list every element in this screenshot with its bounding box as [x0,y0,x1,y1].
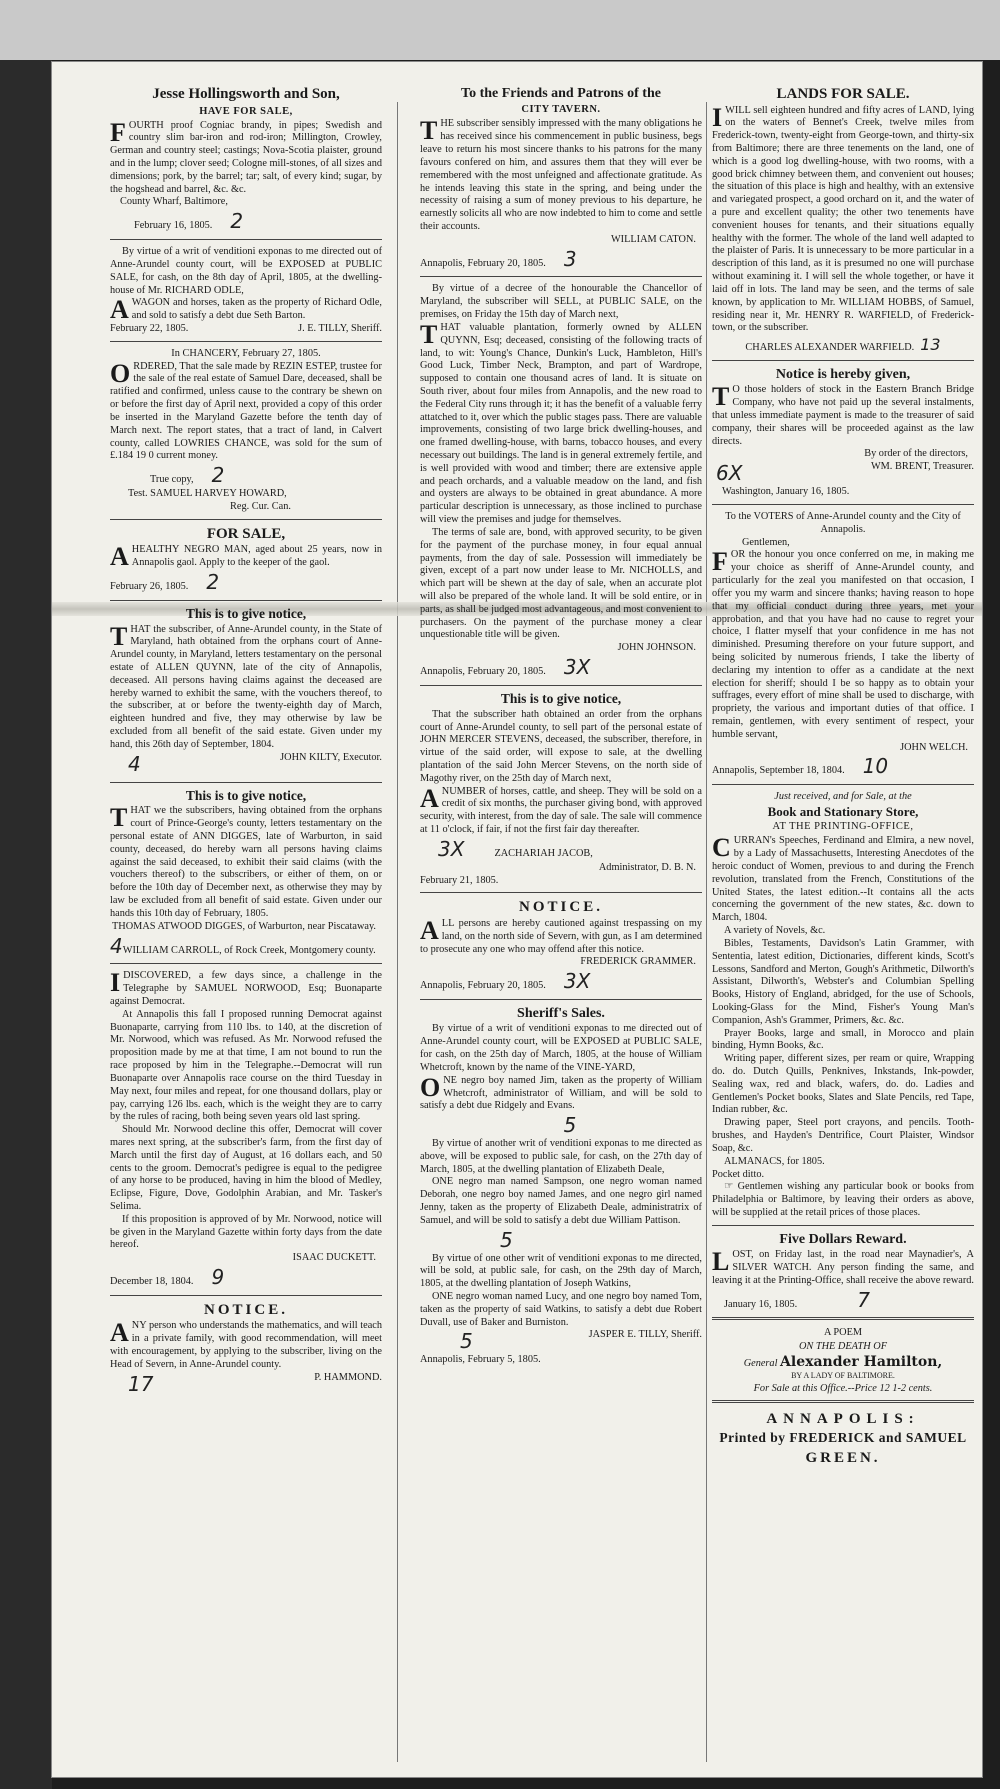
ad-signature: J. E. TILLY, Sheriff. [298,323,382,335]
divider [110,519,382,520]
divider [712,784,974,785]
divider [110,239,382,240]
handwritten-mark: 3X [438,836,465,861]
ad-signature: ISAAC DUCKETT. [292,1252,376,1264]
column-3 [712,84,974,1468]
column-2 [420,84,702,1372]
ad-body: ORDERED, That the sale made by REZIN ESTEP, trustee for the sale of the real estate of Samuel Dare, deceased, shall be ratified and confirmed, unless cause to the contrary be shewn on or before the first day of April next, provided a copy of this order be inserted in the Maryland Gazette before the tenth day of March next. The report states, that a tract of land, in Calvert county, called LOWRIES CHANCE, was sold for the sum of £.184 19 0 current money. [110,358,382,462]
ad-body-4: ONE negro man named Sampson, one negro woman named Deborah, one negro boy named James, and one negro girl named Jenny, taken as the property of Elizabeth Deale, administratrix of Samuel, and will be sold to satisfy a debt due William Pattison. [420,1176,702,1226]
ad-date: February 16, 1805. [134,220,213,232]
ad-signature: JOHN WELCH. [900,741,968,753]
handwritten-mark: 4 [128,751,141,776]
ad-body: LOST, on Friday last, in the road near Maynadier's, A SILVER WATCH. Any person finding the same, and leaving it at the Printing-Office, shall receive the above reward. [712,1247,974,1286]
ad-signature-2: Administrator, D. B. N. [598,861,696,873]
ad-body-6: Drawing paper, Steel port crayons, and pencils. Tooth-brushes, and Hayden's Dentrifice, Court Plaister, Windsor Soap, &c. [712,1117,974,1154]
ad-intro: Just received, and for Sale, at the [774,791,912,803]
poem-line: General [743,1358,778,1370]
ad-body: THE subscriber sensibly impressed with the many obligations he has received since his commencement in public business, begs leave to return his most sincere thanks to his patrons for the many favours confered on him, and assures them that they will ever be remembered with the most unfeigned and affectionate gratitude. As he intends leaving this state in the spring, and being under the necessity of raising a sum of money previous to his departure, he earnestly solicits all who are now indebted to him to come and settle their accounts. [420,116,702,232]
poem-line: ON THE DEATH OF [798,1340,887,1352]
ad-hollingsworth [110,86,382,234]
ad-sheriff-sales [420,1006,702,1367]
ad-signature-2: WILLIAM CARROLL, of Rock Creek, Montgomery county. [122,944,376,956]
ad-body-3: Should Mr. Norwood decline this offer, Democrat will cover mares next spring, at the subscriber's farm, from the first day of March until the first day of August, at 16 dollars each, and 50 cents to the groom. Democrat's pedigree is equal to the pedigree of any horse to be produced, having in him the blood of Medley, Eclipse, Figure, Dove, Godolphin Arabian, and Mr. Tasker's Selima. [110,1124,382,1213]
handwritten-mark: 3X [563,655,591,680]
divider [110,1295,382,1296]
ad-subtitle: HAVE FOR SALE, [199,105,293,117]
ad-tilly-sale [110,246,382,336]
ad-body-8: Pocket ditto. [712,1168,765,1180]
ad-body-9: Gentlemen wishing any particular book or books from Philadelphia or Baltimore, by leaving their orders as above, will be supplied at the retail prices of those places. [712,1181,974,1218]
ad-title: FOR SALE, [206,525,286,542]
ad-body: TO those holders of stock in the Eastern Branch Bridge Company, who have not paid up the several instalments, that unless immediate payment is made to the treasurer of said company, their shares will be proceeded against as the law directs. [712,382,974,447]
ad-date: January 16, 1805. [724,1298,798,1310]
handwritten-mark: 4 [110,933,123,958]
ad-title: To the Friends and Patrons of the [461,86,661,101]
column-rule [706,102,707,1762]
ad-body-3: Bibles, Testaments, Davidson's Latin Grammer, with Sententia, latest edition, Dictionaries, different kinds, Scott's Lessons, Sandford and Merton, Gough's Arithmetic, Dilworth's Assistant, Dilworth's, Webster's and Columbian Spelling Books, History of England, abridged, for the use of Schools, Looking-Glass for the Mind, Fisher's Young Man's Companion, Ash's Grammer, Primers, &c. &c. [712,937,974,1026]
ad-register: Reg. Cur. Can. [230,500,291,512]
ad-signature: JOHN KILTY, Executor. [280,751,382,763]
pointing-hand-icon: ☞ [724,1181,738,1193]
ad-signature: WM. BRENT, Treasurer. [870,461,974,473]
ad-notice-kilty [110,607,382,777]
ad-title: Notice is hereby given, [775,367,911,383]
ad-body-3: The terms of sale are, bond, with approved security, to be given for the payment of the purchase money, in four equal annual payments, from the day of sale. Possession will immediately be given, except of a part now under lease to Mr. NICHOLLS, and which part will be shewn at the day of sale, when an accurate plot will also be prepared of the whole land. It will be sold entire, or in parts, as shall be judged most advantageous, and most convenient to purchasers. On the payment of the purchase money a clear unquestionable title will be given. [420,526,702,641]
ad-body-6: ONE negro woman named Lucy, and one negro boy named Tom, taken as the property of said Watkins, to satisfy a debt due Robert Duvall, use of Baker and Burniston. [420,1291,702,1328]
divider [712,1400,974,1403]
handwritten-mark: 9 [211,1265,225,1290]
ad-title: Book and Stationary Store, [767,804,919,820]
ad-title: Five Dollars Reward. [779,1231,907,1247]
divider [420,276,702,277]
poem-line: BY A LADY OF BALTIMORE. [791,1371,895,1381]
ad-body: By virtue of a writ of venditioni exponas to me directed out of Anne-Arundel county court, will be EXPOSED at PUBLIC SALE, for cash, on the 8th day of April, 1805, at the dwelling-house of Mr. RICHARD ODLE, [110,246,382,296]
column-1 [110,84,382,1402]
divider [712,360,974,361]
ad-date: February 21, 1805. [420,874,499,886]
scanner-background-top [0,0,1000,60]
ad-subtitle: CITY TAVERN. [521,104,601,116]
ad-signature: WILLIAM CATON. [610,233,696,245]
imprint-line: GREEN. [805,1449,881,1466]
ad-signature: JASPER E. TILLY, Sheriff. [588,1329,702,1341]
divider [110,341,382,342]
ad-caton [420,86,702,271]
ad-body: ANY person who understands the mathematics, and will teach in a private family, with good recommendation, will meet with encouragement, by applying to the subscriber, living on the Head of Severn, in Anne-Arundel county. [110,1318,382,1370]
ad-body-3: By virtue of another writ of venditioni exponas to me directed as above, will be exposed to public sale, for cash, on the 27th day of March, 1805, at the dwelling plantation of Elizabeth Deale, [420,1138,702,1175]
ad-date: Washington, January 16, 1805. [722,486,850,498]
handwritten-mark: 3 [563,246,577,271]
ad-title: NOTICE. [204,1301,288,1318]
ad-date: Annapolis, February 20, 1805. [420,666,546,678]
ad-body: FOURTH proof Cogniac brandy, in pipes; Swedish and country slim bar-iron and rod-iron; Millington, Crowley, German and country steel; castings; Nova-Scotia plaister, ground and in the lump; clover seed; Cologne mill-stones, of all sizes and dimensions; pork, by the barrel; tar; salt, of every kind; sugar, by the hogshead and barrel, &c. &c. [110,117,382,195]
ad-title: Sheriff's Sales. [517,1006,605,1022]
handwritten-mark: 6X [716,461,743,486]
divider [110,963,382,964]
ad-body-5: Writing paper, different sizes, per ream or quire, Wrapping do. do. Dutch Quills, Penknives, Inkstands, Ink-powder, Sealing wax, red and black, wafers, do. do. Ladies and Gentlemen's Pocket books, Slates and Slate Pencils, red Tape, Indian rubber, &c. [712,1053,974,1116]
newspaper-page [52,62,982,1777]
handwritten-mark: 5 [460,1329,473,1354]
ad-title: NOTICE. [519,899,603,916]
imprint [712,1409,974,1468]
ad-title: This is to give notice, [185,787,307,803]
ad-order: By order of the directors, [864,448,968,460]
handwritten-mark: 2 [206,569,220,594]
ad-title: This is to give notice, [500,690,622,706]
ad-duckett [110,970,382,1290]
ad-lands [712,86,974,355]
ad-signature: THOMAS ATWOOD DIGGES, of Warburton, near Piscataway. [112,920,376,932]
column-rule [397,102,398,1762]
imprint-line: ANNAPOLIS: [766,1411,920,1428]
scanner-background-left [0,60,52,1789]
ad-body-2: ONE negro boy named Jim, taken as the property of William Whetcroft, administrator of William, and will be sold to satisfy a debt due Ridgely and Evans. [420,1072,702,1112]
ad-date: Annapolis, February 5, 1805. [420,1354,541,1366]
ad-body: THAT we the subscribers, having obtained from the orphans court of Prince-George's county, letters testamentary on the personal estate of ANN DIGGES, late of Warburton, in said county, deceased, do hereby warn all persons having claims against the said deceased, to exhibit their said claims (with the vouchers thereof) to the subscribers, or either of them, on or before the 10th day of December next, as otherwise they may by law be excluded from all benefit of said estate. Given under our hands this 10th day of February, 1805. [110,803,382,919]
handwritten-mark: 5 [563,1113,577,1138]
ad-subtitle: AT THE PRINTING-OFFICE, [772,821,914,833]
ad-body-2: At Annapolis this fall I proposed running Democrat against Buonaparte, carrying from 110 lbs. to 140, at the discretion of Mr. Norwood, which was refused. As Mr. Norwood refused the proposition made by me at that time, I am not bound to run the race proposed by him in the Telegraphe.--Democrat will run Buonaparte over Annapolis race course on the third Tuesday in May next, four miles and repeat, for one thousand dollars, play or pay, carrying 126 lbs. each, which is the weight they are to carry by the rules of racing, both being seven years old last spring. [110,1008,382,1123]
divider [110,782,382,783]
poem-line: For Sale at this Office.--Price 12 1-2 cents. [753,1382,933,1394]
ad-poem [712,1326,974,1395]
divider [110,600,382,601]
ad-heading: In CHANCERY, February 27, 1805. [171,347,321,359]
divider [420,685,702,686]
ad-body: IDISCOVERED, a few days since, a challenge in the Telegraphe by SAMUEL NORWOOD, Esq; Buonaparte against Democrat. [110,968,382,1008]
ad-salutation: Gentlemen, [742,536,790,548]
divider [420,999,702,1000]
divider [712,1317,974,1320]
ad-body: That the subscriber hath obtained an order from the orphans court of Anne-Arundel county, to sell part of the personal estate of JOHN MERCER STEVENS, deceased, the subscriber, therefore, in virtue of the said order, will expose to sale, at the dwelling plantation of the said John Mercer Stevens, on the north side of Magothy river, on the 25th day of March next, [420,708,702,784]
ad-johnson [420,283,702,679]
ad-date: Annapolis, February 20, 1805. [420,980,546,992]
ad-signature: JOHN JOHNSON. [617,642,696,654]
divider [712,1225,974,1226]
handwritten-mark: 17 [128,1371,154,1396]
ad-place: County Wharf, Baltimore, [120,196,228,208]
ad-body-2: AWAGON and horses, taken as the property of Richard Odle, and sold to satisfy a debt due Seth Barton. [110,295,382,325]
ad-body: IWILL sell eighteen hundred and fifty acres of LAND, lying on the waters of Bennet's Creek, twelve miles from Frederick-town, twenty-eight from George-town, and thirty-six from Baltimore; there are three tenements on the land, one of which is a good log dwelling-house, with two rooms, with a good brick chimney between them, and convenient out houses; the situation of this place is high and healthy, with an extensive and variegated prospect, a good orchard on it, and the water of a pure and excellent quality; the other two tenements have convenient houses for tenants, and their situations equally healthy with the former. The whole of the land well adapted to the plaister of Paris. It is unnecessary to be more particular in a description of this land, as it is presumed no one will purchase without examining it. I will sell the whole together, or have it laid off in lots. The land may be seen, and the terms of sale known, by application to Mr. WILLIAM HOBBS, of Samuel, residing near it, Mr. HENRY R. WARFIELD, of Frederick-town, or the subscriber. [712,102,974,334]
ad-body: FOR the honour you once conferred on me, in making me your choice as sheriff of Anne-Arundel county, and particularly for the zeal you manifested on that occasion, I offer you my warm and sincere thanks; having reason to hope that my official conduct during three years, met your approbation, and that you have had no cause to regret your choice, I flatter myself that your confidence in me has not diminished. Presuming therefore on your future support, and being solicited by numerous friends, I take the liberty of declaring my intention to offer as a candidate at the next election for sheriff; should I be so happy as to obtain your suffrages, every effort of mine shall be used to discharge, with propriety, the various and important duties of that office. I remain, gentlemen, with every sentiment of respect, your humble servant, [712,547,974,740]
ad-body-4: If this proposition is approved of by Mr. Norwood, notice will be given in the Maryland Gazette within forty days from the date hereof. [110,1213,382,1251]
ad-heading: To the VOTERS of Anne-Arundel county and the City of Annapolis. [725,511,961,535]
ad-body: ALL persons are hereby cautioned against trespassing on my land, on the north side of Severn, with gun, as I am determined to prosecute any one who may offend after this notice. [420,915,702,955]
ad-body: By virtue of a decree of the honourable the Chancellor of Maryland, the subscriber will SELL, at PUBLIC SALE, on the premises, on Friday the 15th day of March next, [420,283,702,321]
ad-signature: P. HAMMOND. [314,1371,382,1383]
divider [712,504,974,505]
ad-test: Test. SAMUEL HARVEY HOWARD, [128,488,287,500]
ad-date: Annapolis, September 18, 1804. [712,765,845,777]
ad-body-2: THAT valuable plantation, formerly owned by ALLEN QUYNN, Esq; deceased, consisting of the following tracts of land, to wit: Young's Chance, Dunkin's Luck, Hambleton, Hill's Good Luck, Timber Neck, Brampton, and part of Wardrope, supposed to contain one thousand acres of land. It is situate on South river, about four miles from Annapolis, and the new road to the Federal City runs through it; it has the benefit of a valuable ferry attatched to it, over which the public stages pass. There are valuable improvements, consisting of two large brick dwelling-houses, and one framed dwelling-house, with barns, tobacco houses, and every necessary out buildings. The land is in general extremely fertile, and is well provided with wood and timber; there are extensive apple and peach orchards, and a valuable meadow on the land, and fish and oysters are always to be obtained in great abundance. A more particular description is unnecessary, as those inclined to purchase will view the premises and judge for themselves. [420,319,702,526]
ad-welch [712,511,974,779]
ad-date: February 26, 1805. [110,580,189,592]
poem-name: Alexander Hamilton, [780,1354,943,1371]
ad-title: This is to give notice, [185,605,307,621]
ad-brent [712,367,974,499]
ad-body: THAT the subscriber, of Anne-Arundel county, in the State of Maryland, hath obtained from the orphans court of Anne-Arundel county, in Maryland, letters testamentary on the personal estate of ALLEN QUYNN, late of the city of Annapolis, deceased. All persons having claims against the deceased are hereby warned to exhibit the same, with the vouchers thereof, to the subscriber, at or before the twenty-eighth day of March, eighteen hundred and five, they may otherwise by law be excluded from all benefit of the said estate. Given under my hand, this 26th day of September, 1804. [110,621,382,750]
ad-chancery [110,348,382,514]
handwritten-mark: 13 [920,335,941,355]
handwritten-mark: 2 [211,463,225,488]
imprint-line: Printed by FREDERICK and SAMUEL [719,1430,967,1446]
ad-body-7: ALMANACS, for 1805. [724,1155,825,1167]
ad-title: Jesse Hollingsworth and Son, [152,86,340,102]
ad-body-4: Prayer Books, large and small, in Morocco and plain binding, Hymn Books, &c. [712,1027,974,1052]
ad-notice-digges [110,789,382,959]
ad-date: Annapolis, February 20, 1805. [420,257,546,269]
ad-body-2: A variety of Novels, &c. [724,925,826,937]
ad-body-2: ANUMBER of horses, cattle, and sheep. They will be sold on a credit of six months, the purchaser giving bond, with approved security, with interest, from the day of sale. The sale will commence at 11 o'clock, if fair, if not the first fair day thereafter. [420,783,702,836]
ad-signature: CHARLES ALEXANDER WARFIELD. [745,342,915,354]
ad-body: By virtue of a writ of venditioni exponas to me directed out of Anne-Arundel county court, will be EXPOSED at PUBLIC SALE, for cash, on the 25th day of March, 1805, at the house of William Whetcroft, known by the name of the VINE-YARD, [420,1023,702,1073]
divider [420,892,702,893]
ad-signature: ZACHARIAH JACOB, [494,847,593,859]
ad-body: CURRAN's Speeches, Ferdinand and Elmira, a new novel, by a Lady of Massachusetts, Interesting Anecdotes of the heroic conduct of Women, previous to and during the French revolution, translated from the French, Constitutions of the United States, the latest edition.--It contains all the acts concerning the government of the new states, &c. down to March, 1804. [712,833,974,924]
ad-for-sale [110,526,382,595]
handwritten-mark: 2 [230,209,244,234]
ad-jacob [420,692,702,887]
ad-grammer [420,899,702,994]
ad-signature: FREDERICK GRAMMER. [580,956,696,968]
ad-title: LANDS FOR SALE. [776,86,910,102]
ad-copy: True copy, [150,474,194,486]
handwritten-mark: 5 [500,1227,513,1252]
handwritten-mark: 7 [857,1287,870,1312]
poem-line: A POEM [823,1327,863,1339]
ad-date: December 18, 1804. [110,1276,194,1288]
handwritten-mark: 10 [862,754,889,779]
ad-date: February 22, 1805. [110,323,189,335]
ad-body: AHEALTHY NEGRO MAN, aged about 25 years, now in Annapolis gaol. Apply to the keeper of the gaol. [110,542,382,572]
ad-books [712,791,974,1219]
handwritten-mark: 3X [563,969,591,994]
ad-hammond [110,1302,382,1397]
ad-reward [712,1232,974,1313]
ad-body-5: By virtue of one other writ of venditioni exponas to me directed, will be sold, at public sale, for cash, on the 29th day of March, 1805, at the dwelling plantation of Joseph Watkins, [420,1252,702,1290]
